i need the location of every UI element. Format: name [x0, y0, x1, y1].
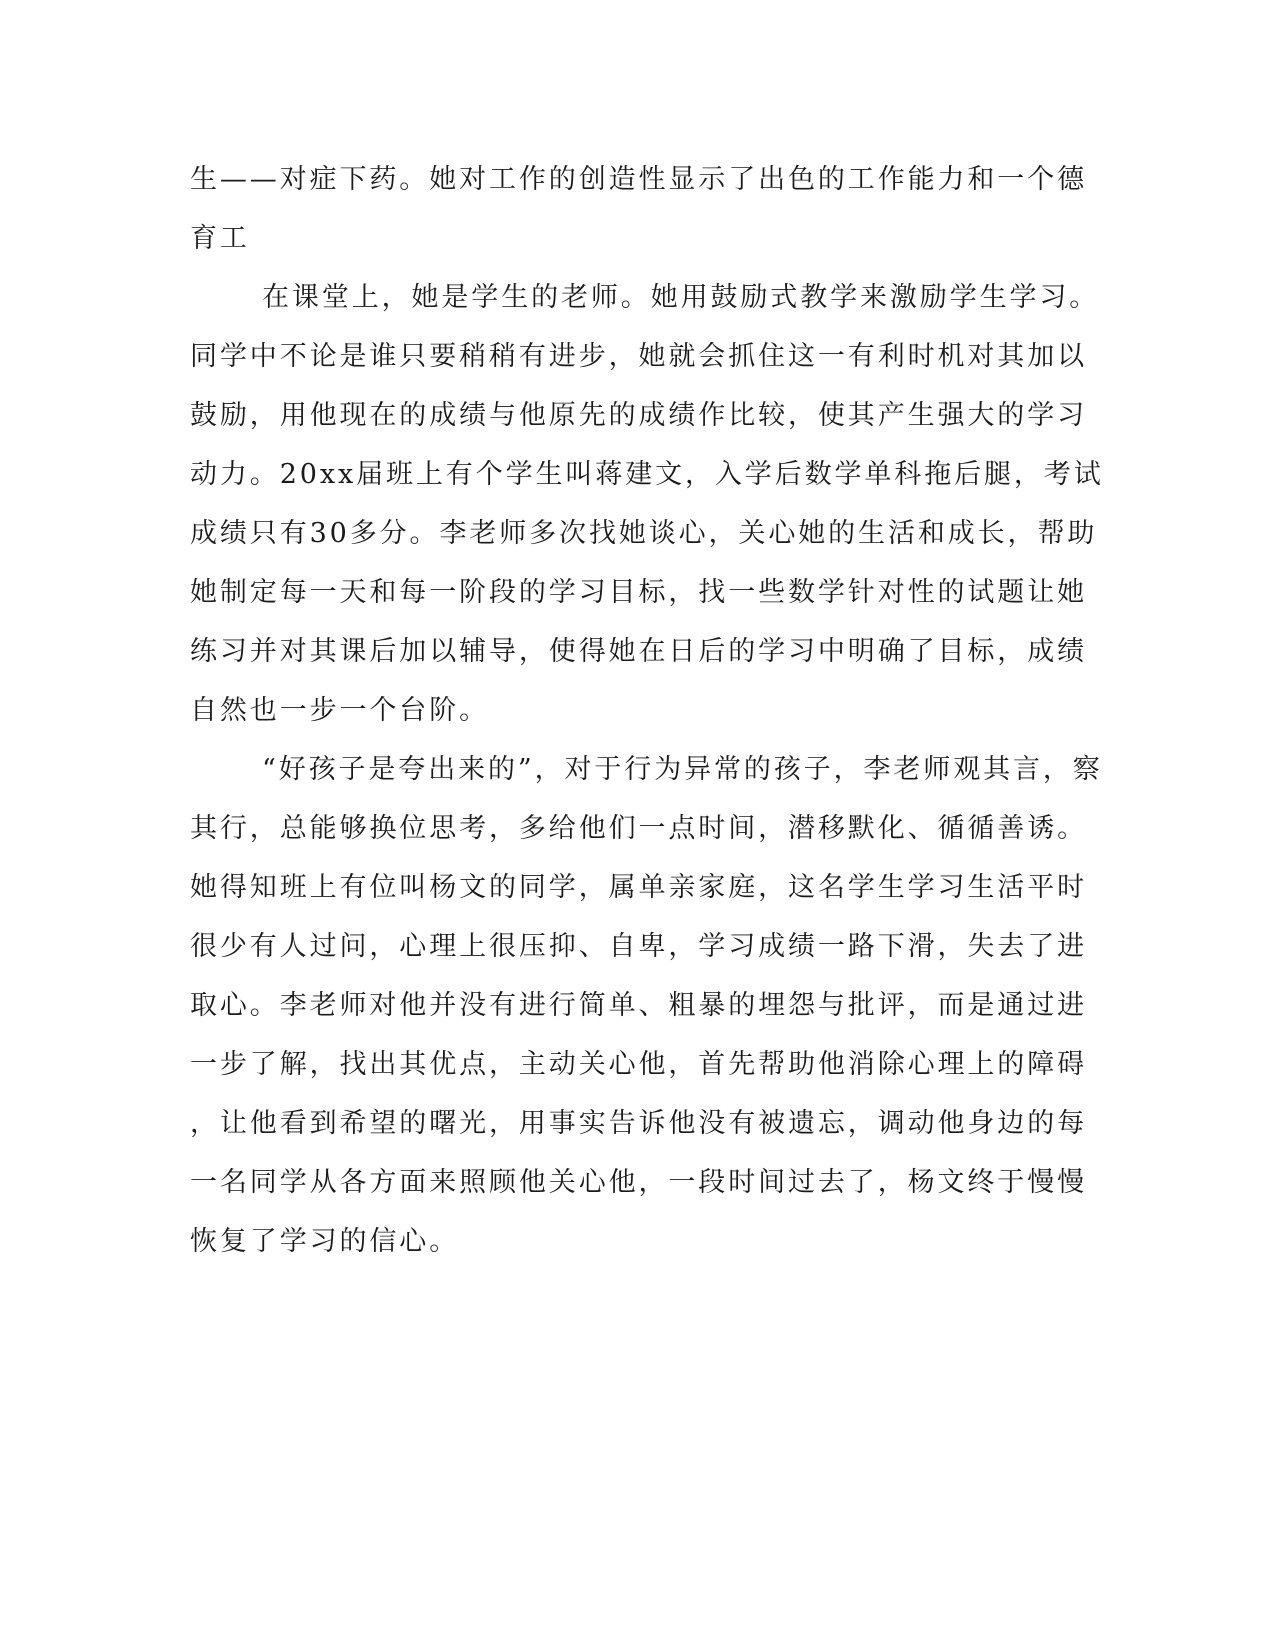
text-line-7: 成绩只有30多分。李老师多次找她谈心，关心她的生活和成长，帮助 [190, 518, 1098, 549]
text-line-17: ，让他看到希望的曙光，用事实告诉他没有被遗忘，调动他身边的每 [190, 1108, 1087, 1139]
text-line-2: 育工 [190, 223, 250, 254]
text-line-13: 她得知班上有位叫杨文的同学，属单亲家庭，这名学生学习生活平时 [190, 872, 1087, 903]
text-line-12: 其行，总能够换位思考，多给他们一点时间，潜移默化、循循善诱。 [190, 813, 1087, 844]
text-line-18: 一名同学从各方面来照顾他关心他，一段时间过去了，杨文终于慢慢 [190, 1167, 1087, 1198]
text-line-6: 动力。20xx届班上有个学生叫蒋建文，入学后数学单科拖后腿，考试 [190, 459, 1104, 490]
text-line-15: 取心。李老师对他并没有进行简单、粗暴的埋怨与批评，而是通过进 [190, 990, 1087, 1021]
text-line-19: 恢复了学习的信心。 [190, 1226, 460, 1257]
text-line-9: 练习并对其课后加以辅导，使得她在日后的学习中明确了目标，成绩 [190, 636, 1087, 667]
text-line-10: 自然也一步一个台阶。 [190, 695, 489, 726]
text-line-5: 鼓励，用他现在的成绩与他原先的成绩作比较，使其产生强大的学习 [190, 400, 1087, 431]
paragraph-start-line: 在课堂上，她是学生的老师。她用鼓励式教学来激励学生学习。 [262, 282, 1100, 313]
text-line-8: 她制定每一天和每一阶段的学习目标，找一些数学针对性的试题让她 [190, 577, 1087, 608]
text-line-16: 一步了解，找出其优点，主动关心他，首先帮助他消除心理上的障碍 [190, 1049, 1087, 1080]
paragraph-start-line: “好孩子是夸出来的”，对于行为异常的孩子，李老师观其言，察 [262, 754, 1103, 785]
text-line-4: 同学中不论是谁只要稍稍有进步，她就会抓住这一有利时机对其加以 [190, 341, 1087, 372]
text-line-14: 很少有人过问，心理上很压抑、自卑，学习成绩一路下滑，失去了进 [190, 931, 1087, 962]
text-line-1: 生——对症下药。她对工作的创造性显示了出色的工作能力和一个德 [190, 164, 1087, 195]
